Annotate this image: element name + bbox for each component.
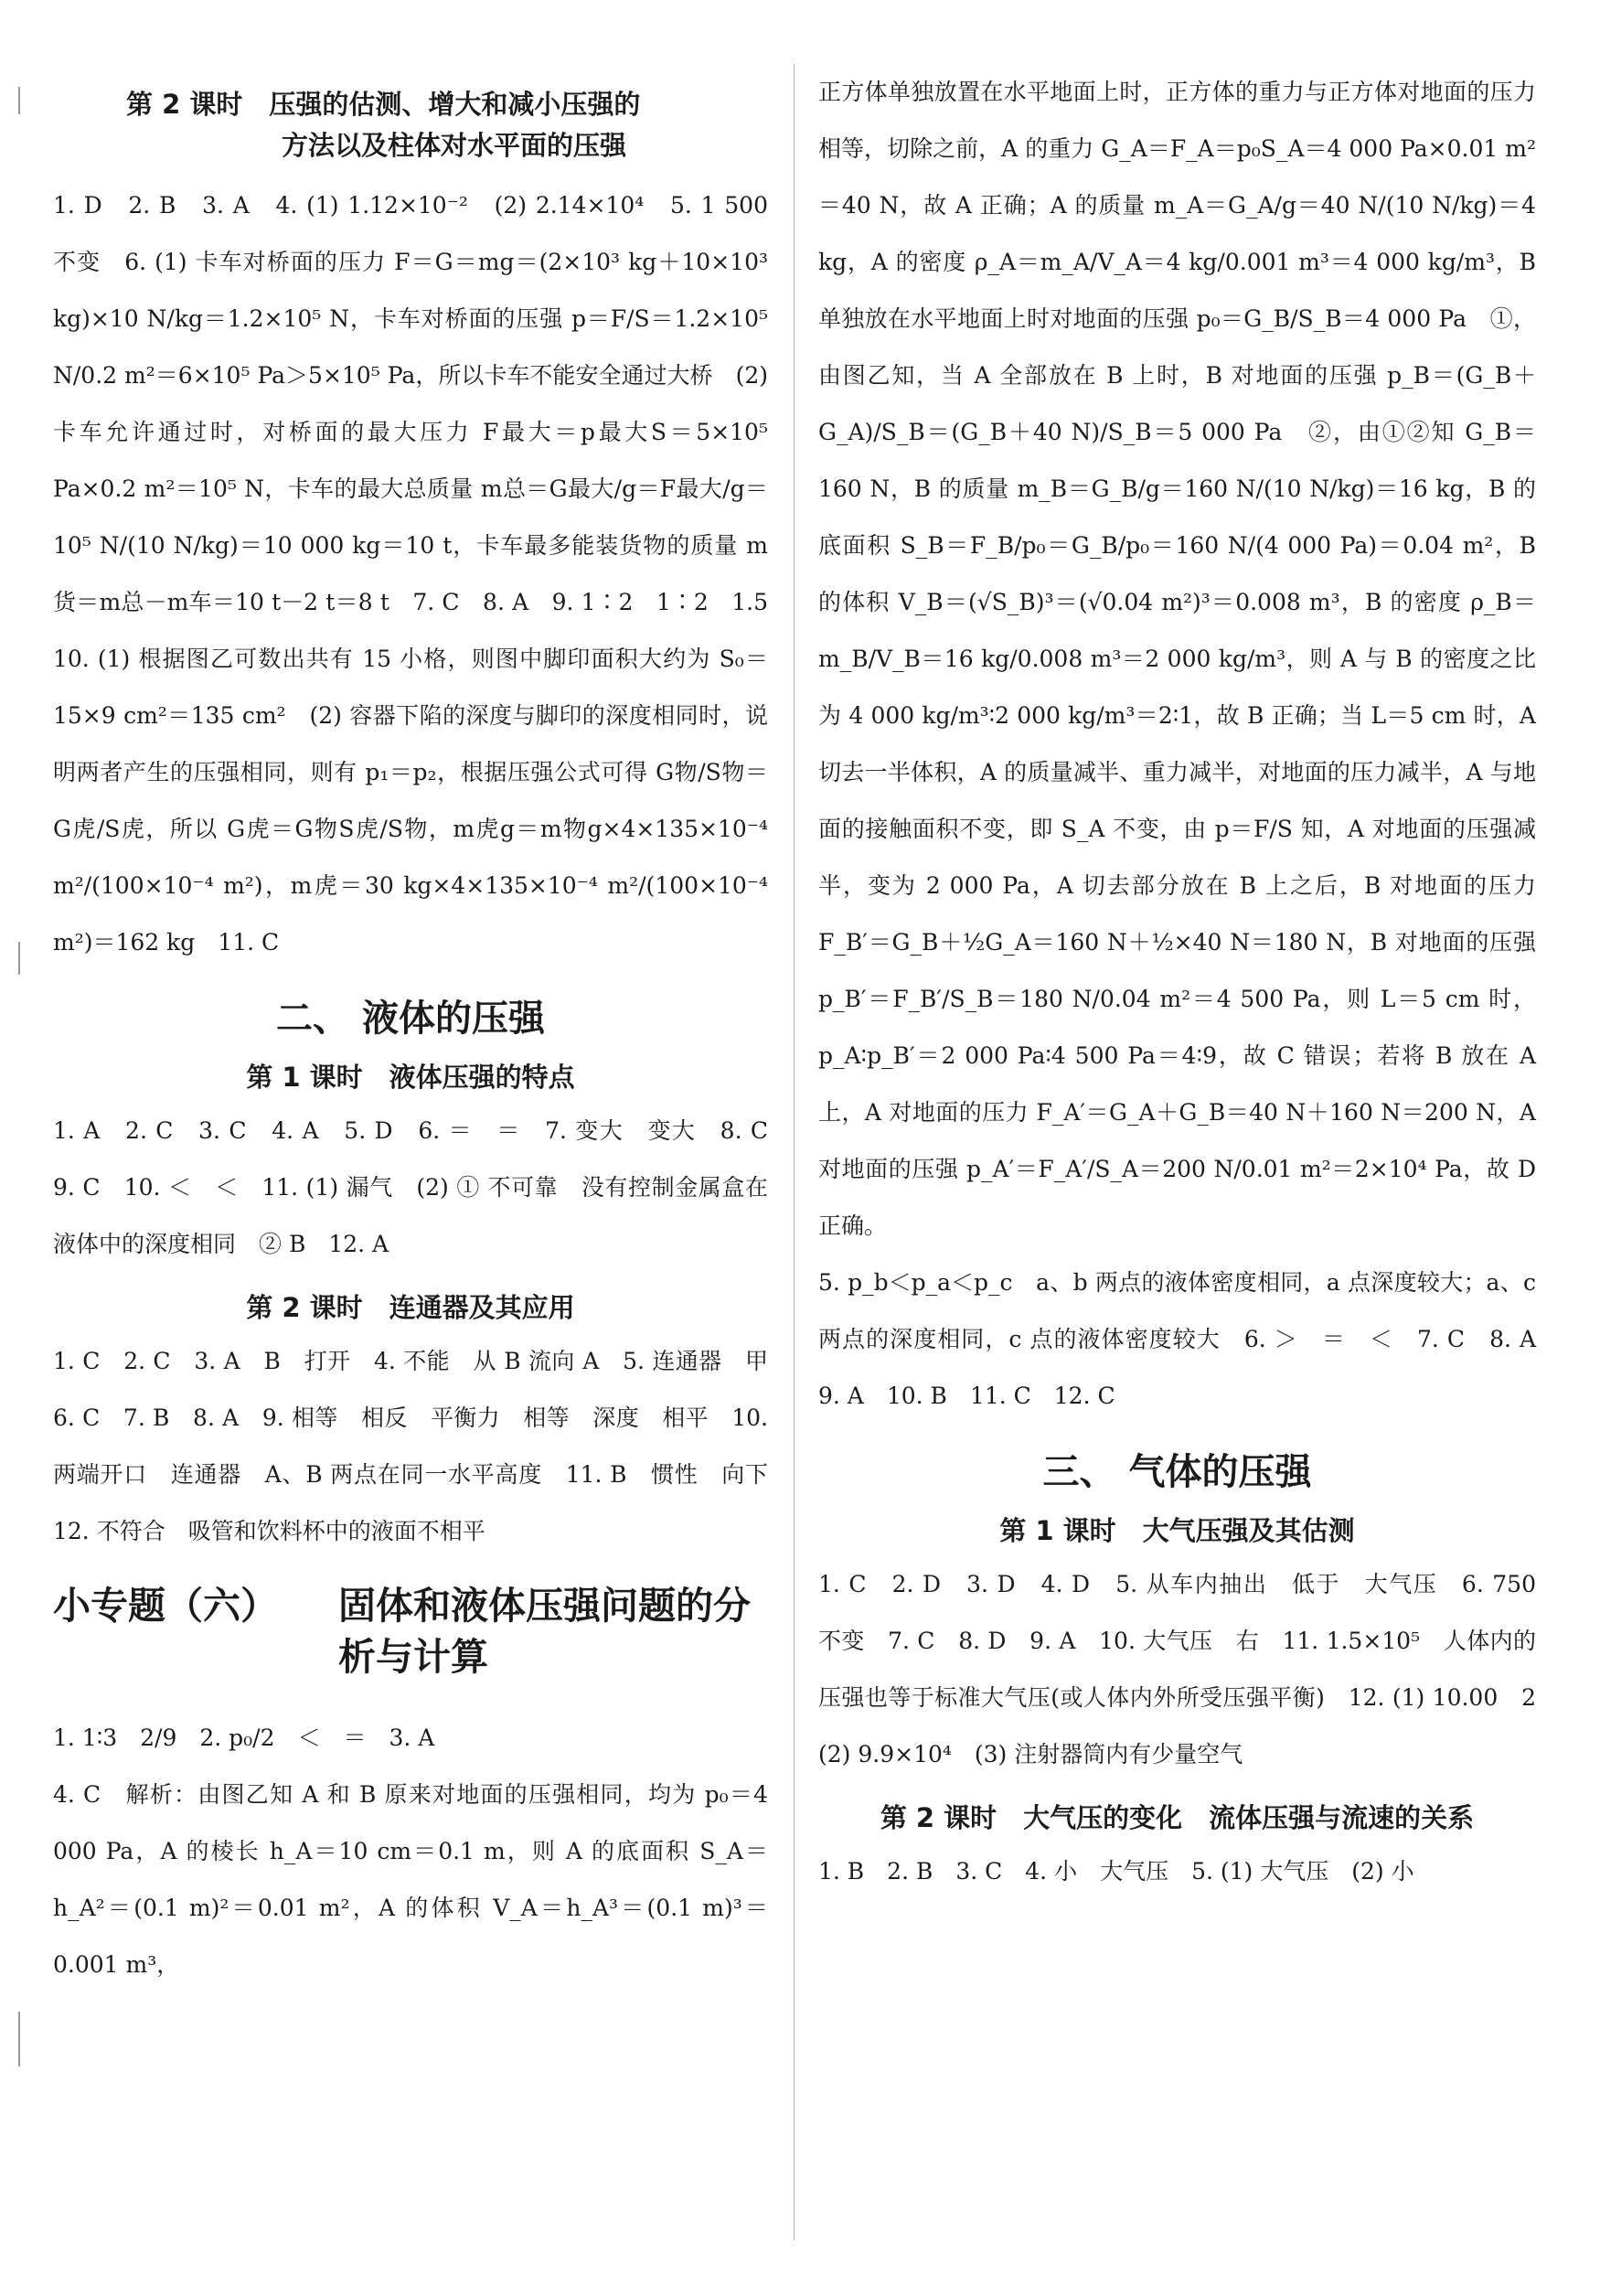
scan-margin-mark	[18, 2012, 20, 2066]
topic-title	[53, 1580, 768, 1682]
lesson-title-line1: 第 2 课时 压强的估测、增大和减小压强的	[126, 89, 641, 120]
answer-paragraph: 1. 1∶3 2/9 2. p₀/2 ＜ ＝ 3. A	[53, 1725, 435, 1751]
topic-label: 小专题（六）	[53, 1584, 278, 1628]
answer-paragraph: 1. C 2. C 3. A B 打开 4. 不能 从 B 流向 A 5. 连通器 甲 6. C 7. B 8. A 9. 相等 相反 平衡力 相等 深度 相平 10. 两端开口 连通器 A、B 两点在同一水平高度 11. B 惯性 向下 12. 不符合 吸管和饮料杯中的液面不相平	[53, 1348, 792, 1544]
left-column	[53, 80, 792, 1993]
lesson-title-line2: 方法以及柱体对水平面的压强	[282, 130, 627, 161]
scan-margin-mark	[18, 87, 20, 114]
topic-heading: 固体和液体压强问题的分析与计算	[338, 1584, 751, 1679]
answer-paragraph: 1. C 2. D 3. D 4. D 5. 从车内抽出 低于 大气压 6. 750 不变 7. C 8. D 9. A 10. 大气压 右 11. 1.5×10⁵ 人体内的压强也等于标准大气压(或人体内外所受压强平衡) 12. (1) 10.00 2 (2) 9.9×10⁴ (3) 注射器筒内有少量空气	[818, 1571, 1560, 1767]
lesson-title: 第 2 课时 大气压的变化 流体压强与流速的关系	[880, 1802, 1475, 1833]
answer-paragraph: 正方体单独放置在水平地面上时，正方体的重力与正方体对地面的压力相等，切除之前，A 的重力 G_A＝F_A＝p₀S_A＝4 000 Pa×0.01 m²＝40 N，故 A 正确；A 的质量 m_A＝G_A/g＝40 N/(10 N/kg)＝4 kg，A 的密度 ρ_A＝m_A/V_A＝4 kg/0.001 m³＝4 000 kg/m³，B 单独放在水平地面上时对地面的压强 p₀＝G_B/S_B＝4 000 Pa ①，由图乙知，当 A 全部放在 B 上时，B 对地面的压强 p_B＝(G_B＋G_A)/S_B＝(G_B＋40 N)/S_B＝5 000 Pa ②，由①②知 G_B＝160 N，B 的质量 m_B＝G_B/g＝160 N/(10 N/kg)＝16 kg，B 的底面积 S_B＝F_B/p₀＝G_B/p₀＝160 N/(4 000 Pa)＝0.04 m²，B 的体积 V_B＝(√S_B)³＝(√0.04 m²)³＝0.008 m³，B 的密度 ρ_B＝m_B/V_B＝16 kg/0.008 m³＝2 000 kg/m³，则 A 与 B 的密度之比为 4 000 kg/m³∶2 000 kg/m³＝2∶1，故 B 正确；当 L＝5 cm 时，A 切去一半体积，A 的质量减半、重力减半，对地面的压力减半，A 与地面的接触面积不变，即 S_A 不变，由 p＝F/S 知，A 对地面的压强减半，变为 2 000 Pa，A 切去部分放在 B 上之后，B 对地面的压力 F_B′＝G_B＋½G_A＝160 N＋½×40 N＝180 N，B 对地面的压强 p_B′＝F_B′/S_B＝180 N/0.04 m²＝4 500 Pa，则 L＝5 cm 时，p_A∶p_B′＝2 000 Pa∶4 500 Pa＝4∶9，故 C 错误；若将 B 放在 A 上，A 对地面的压力 F_A′＝G_A＋G_B＝40 N＋160 N＝200 N，A 对地面的压强 p_A′＝F_A′/S_A＝200 N/0.01 m²＝2×10⁴ Pa，故 D 正确。	[818, 79, 1536, 1239]
right-column	[818, 64, 1560, 1900]
answer-paragraph: 5. p_b＜p_a＜p_c a、b 两点的液体密度相同，a 点深度较大；a、c 两点的深度相同，c 点的液体密度较大 6. ＞ ＝ ＜ 7. C 8. A 9. A 10. B 11. C 12. C	[818, 1269, 1560, 1409]
lesson-title: 第 1 课时 大气压强及其估测	[999, 1515, 1355, 1546]
lesson-title	[53, 80, 768, 177]
lesson-title: 第 1 课时 液体压强的特点	[246, 1062, 575, 1093]
answer-paragraph: 1. D 2. B 3. A 4. (1) 1.12×10⁻² (2) 2.14×10⁴ 5. 1 500 不变 6. (1) 卡车对桥面的压力 F＝G＝mg＝(2×10³ kg＋10×10³ kg)×10 N/kg＝1.2×10⁵ N，卡车对桥面的压强 p＝F/S＝1.2×10⁵ N/0.2 m²＝6×10⁵ Pa＞5×10⁵ Pa，所以卡车不能安全通过大桥 (2) 卡车允许通过时，对桥面的最大压力 F最大＝p最大S＝5×10⁵ Pa×0.2 m²＝10⁵ N，卡车的最大总质量 m总＝G最大/g＝F最大/g＝10⁵ N/(10 N/kg)＝10 000 kg＝10 t，卡车最多能装货物的质量 m货＝m总－m车＝10 t－2 t＝8 t 7. C 8. A 9. 1∶2 1∶2 1.5 10. (1) 根据图乙可数出共有 15 小格，则图中脚印面积大约为 S₀＝15×9 cm²＝135 cm² (2) 容器下陷的深度与脚印的深度相同时，说明两者产生的压强相同，则有 p₁＝p₂，根据压强公式可得 G物/S物＝G虎/S虎，所以 G虎＝G物S虎/S物，m虎g＝m物g×4×135×10⁻⁴ m²/(100×10⁻⁴ m²)，m虎＝30 kg×4×135×10⁻⁴ m²/(100×10⁻⁴ m²)＝162 kg 11. C	[53, 192, 792, 956]
scan-margin-mark	[18, 942, 20, 975]
answer-paragraph: 4. C 解析：由图乙知 A 和 B 原来对地面的压强相同，均为 p₀＝4 000 Pa，A 的棱长 h_A＝10 cm＝0.1 m，则 A 的底面积 S_A＝h_A²＝(0.1 m)²＝0.01 m²，A 的体积 V_A＝h_A³＝(0.1 m)³＝0.001 m³，	[53, 1781, 768, 1978]
section-title: 二、 液体的压强	[276, 998, 545, 1040]
answer-paragraph: 1. A 2. C 3. C 4. A 5. D 6. ＝ ＝ 7. 变大 变大 8. C 9. C 10. ＜ ＜ 11. (1) 漏气 (2) ① 不可靠 没有控制金属盒在液体中的深度相同 ② B 12. A	[53, 1117, 792, 1257]
answer-paragraph: 1. B 2. B 3. C 4. 小 大气压 5. (1) 大气压 (2) 小	[818, 1858, 1414, 1885]
column-divider	[794, 64, 795, 2240]
lesson-title: 第 2 课时 连通器及其应用	[246, 1292, 575, 1323]
section-title: 三、 气体的压强	[1042, 1451, 1312, 1493]
